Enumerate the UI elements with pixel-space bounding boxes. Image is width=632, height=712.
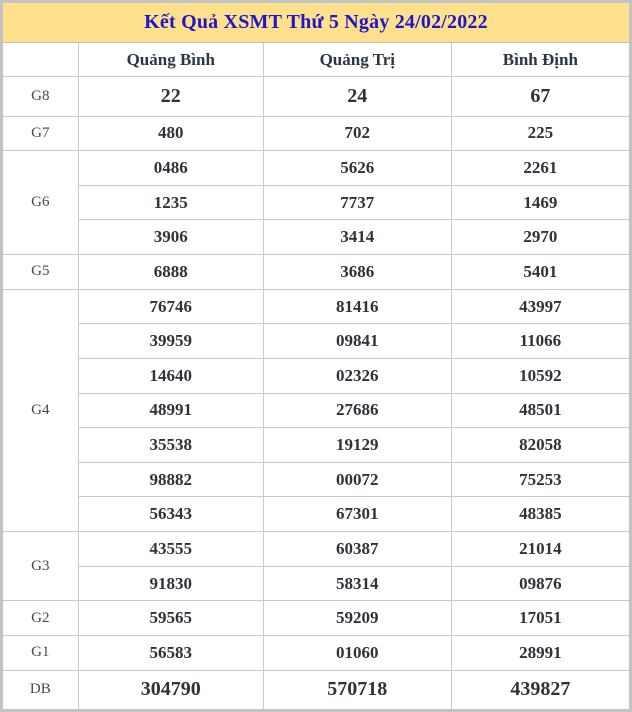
- prize-value: 439827: [451, 670, 629, 709]
- prize-value: 48501: [451, 393, 629, 428]
- prize-row-g6-3: [3, 220, 629, 255]
- prize-value: 75253: [451, 462, 629, 497]
- prize-value: 17051: [451, 601, 629, 636]
- column-header-quang-binh: Quảng Bình: [78, 43, 263, 77]
- prize-label-g7: G7: [3, 116, 78, 151]
- prize-value: 21014: [451, 532, 629, 567]
- prize-value: 1235: [78, 185, 263, 220]
- prize-value: 24: [263, 77, 451, 117]
- prize-value: 22: [78, 77, 263, 117]
- column-header-quang-tri: Quảng Trị: [263, 43, 451, 77]
- prize-label-g2: G2: [3, 601, 78, 636]
- prize-row-g1: [3, 635, 629, 670]
- prize-label-g5: G5: [3, 255, 78, 290]
- prize-value: 09876: [451, 566, 629, 601]
- prize-value: 82058: [451, 428, 629, 463]
- prize-value: 480: [78, 116, 263, 151]
- prize-value: 56583: [78, 635, 263, 670]
- prize-row-g4-3: [3, 358, 629, 393]
- prize-value: 3906: [78, 220, 263, 255]
- prize-value: 304790: [78, 670, 263, 709]
- prize-row-g4-6: [3, 462, 629, 497]
- prize-value: 59565: [78, 601, 263, 636]
- prize-value: 01060: [263, 635, 451, 670]
- prize-label-g4: G4: [3, 289, 78, 531]
- prize-row-g2: [3, 601, 629, 636]
- prize-label-g6: G6: [3, 151, 78, 255]
- prize-value: 59209: [263, 601, 451, 636]
- column-header-binh-dinh: Bình Định: [451, 43, 629, 77]
- corner-cell: [3, 43, 78, 77]
- prize-label-g8: G8: [3, 77, 78, 117]
- prize-value: 0486: [78, 151, 263, 186]
- prize-label-db: DB: [3, 670, 78, 709]
- prize-value: 5626: [263, 151, 451, 186]
- prize-value: 14640: [78, 358, 263, 393]
- prize-value: 10592: [451, 358, 629, 393]
- prize-row-g4-4: [3, 393, 629, 428]
- prize-row-g3-1: [3, 532, 629, 567]
- prize-row-g4-2: [3, 324, 629, 359]
- prize-value: 48991: [78, 393, 263, 428]
- prize-value: 56343: [78, 497, 263, 532]
- prize-value: 76746: [78, 289, 263, 324]
- prize-row-g8: [3, 77, 629, 117]
- prize-value: 00072: [263, 462, 451, 497]
- prize-value: 27686: [263, 393, 451, 428]
- prize-value: 11066: [451, 324, 629, 359]
- prize-label-g1: G1: [3, 635, 78, 670]
- prize-row-g7: [3, 116, 629, 151]
- prize-value: 19129: [263, 428, 451, 463]
- prize-value: 09841: [263, 324, 451, 359]
- prize-row-g3-2: [3, 566, 629, 601]
- prize-value: 2970: [451, 220, 629, 255]
- prize-value: 58314: [263, 566, 451, 601]
- prize-value: 6888: [78, 255, 263, 290]
- prize-value: 7737: [263, 185, 451, 220]
- prize-row-db: [3, 670, 629, 709]
- prize-row-g6-2: [3, 185, 629, 220]
- prize-value: 67301: [263, 497, 451, 532]
- prize-label-g3: G3: [3, 532, 78, 601]
- prize-row-g4-1: [3, 289, 629, 324]
- prize-value: 91830: [78, 566, 263, 601]
- prize-row-g6-1: [3, 151, 629, 186]
- page-title: Kết Quả XSMT Thứ 5 Ngày 24/02/2022: [144, 11, 488, 33]
- prize-value: 98882: [78, 462, 263, 497]
- prize-value: 35538: [78, 428, 263, 463]
- prize-row-g4-7: [3, 497, 629, 532]
- prize-value: 28991: [451, 635, 629, 670]
- prize-value: 81416: [263, 289, 451, 324]
- prize-value: 5401: [451, 255, 629, 290]
- prize-value: 60387: [263, 532, 451, 567]
- prize-value: 39959: [78, 324, 263, 359]
- province-header-row: [3, 43, 629, 77]
- prize-value: 1469: [451, 185, 629, 220]
- prize-value: 67: [451, 77, 629, 117]
- prize-table: [3, 43, 629, 709]
- prize-value: 48385: [451, 497, 629, 532]
- prize-value: 3686: [263, 255, 451, 290]
- prize-value: 43555: [78, 532, 263, 567]
- prize-value: 43997: [451, 289, 629, 324]
- prize-table-body: [3, 77, 629, 710]
- prize-value: 570718: [263, 670, 451, 709]
- prize-value: 3414: [263, 220, 451, 255]
- prize-value: 225: [451, 116, 629, 151]
- prize-row-g4-5: [3, 428, 629, 463]
- prize-value: 702: [263, 116, 451, 151]
- prize-row-g5: [3, 255, 629, 290]
- prize-value: 02326: [263, 358, 451, 393]
- prize-value: 2261: [451, 151, 629, 186]
- title-bar: [3, 3, 629, 43]
